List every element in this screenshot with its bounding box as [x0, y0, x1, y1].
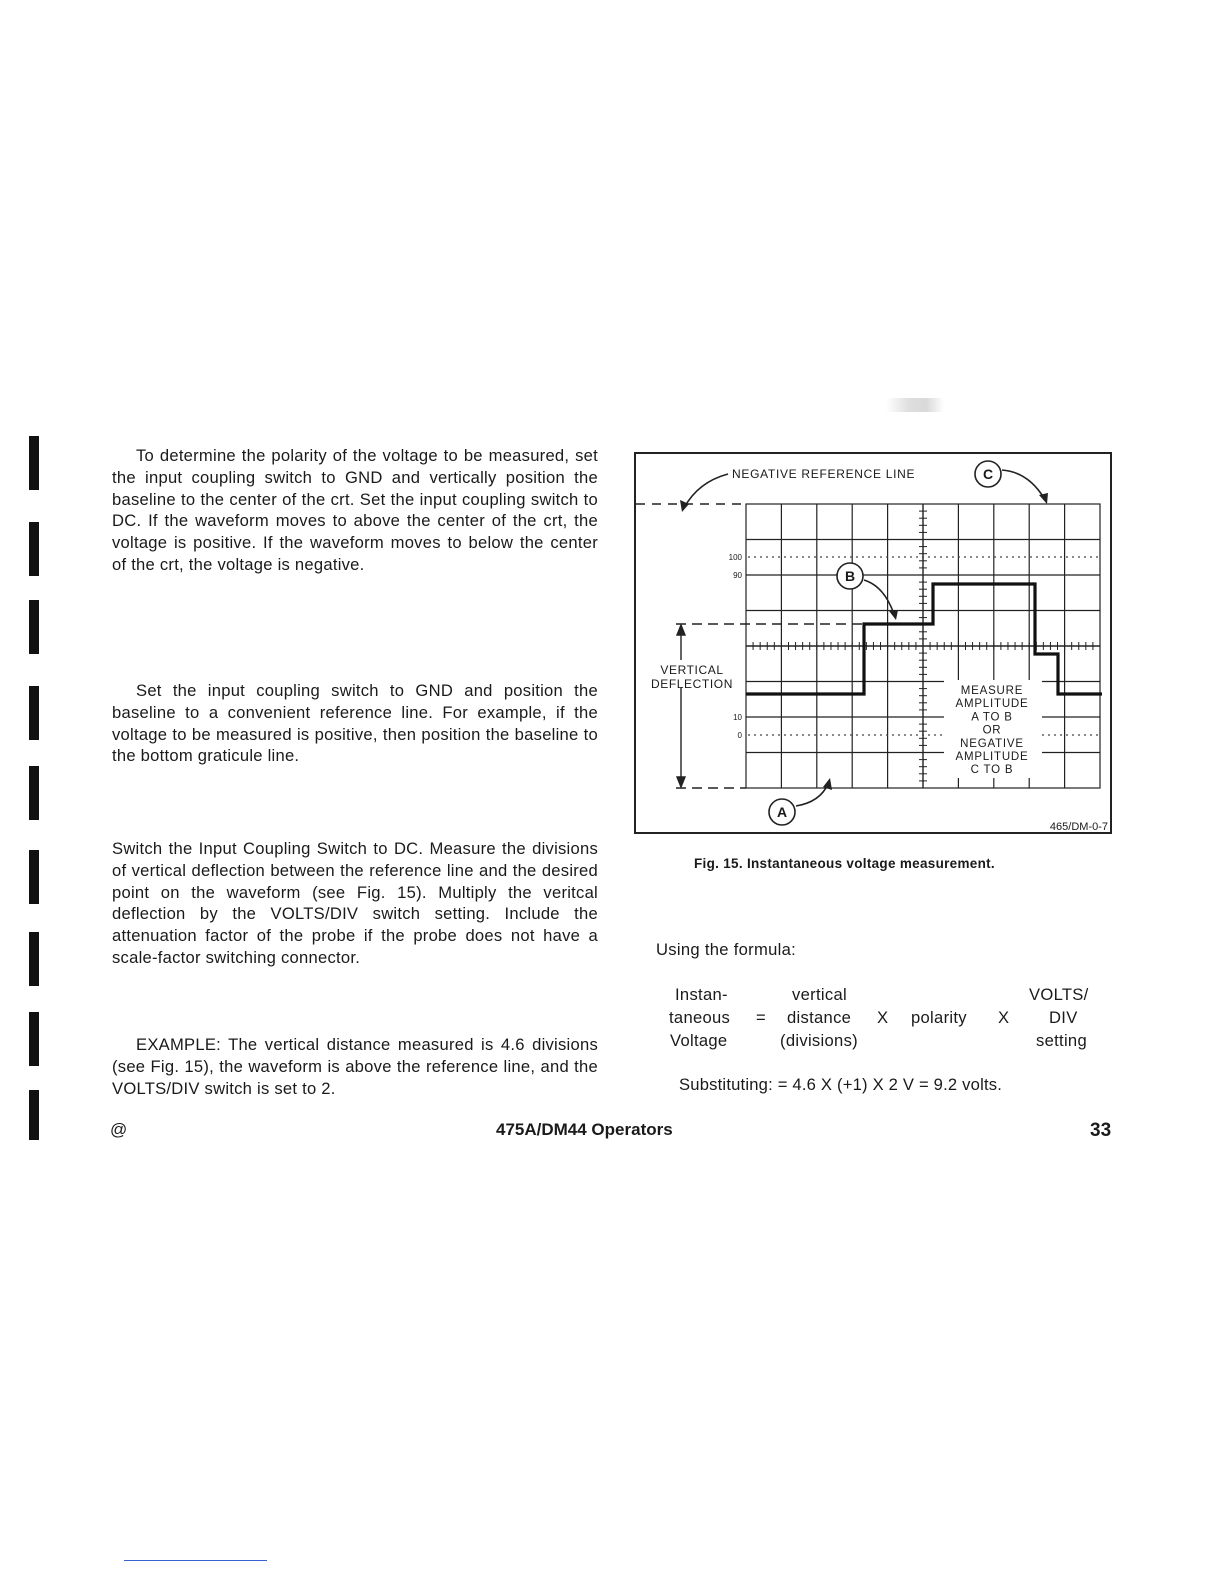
vertical-deflection-arrow	[677, 625, 685, 787]
formula-col1-row1: Instan-	[675, 985, 728, 1004]
measure-label-line: AMPLITUDE	[955, 698, 1029, 711]
binder-mark	[29, 850, 39, 904]
paragraph-example: EXAMPLE: The vertical distance measured is 4.6 divisions (see Fig. 15), the waveform is above the reference line, and the VOLTS/DIV switch is set to 2.	[112, 1035, 598, 1098]
measure-label-line: OR	[982, 724, 1002, 737]
marker-c-label: C	[982, 466, 994, 482]
binder-mark	[29, 600, 39, 654]
measure-label-line: AMPLITUDE	[955, 751, 1029, 763]
page-number: 33	[1090, 1120, 1112, 1141]
graticule-label-90: 90	[733, 571, 742, 580]
binder-mark	[29, 766, 39, 820]
measure-label-line: MEASURE	[960, 685, 1024, 697]
marker-a-label: A	[776, 804, 788, 820]
formula-col1-row3: Voltage	[670, 1031, 728, 1050]
graticule-label-0: 0	[737, 731, 742, 740]
formula-col4-row2: DIV	[1049, 1008, 1078, 1027]
formula-col4-row1: VOLTS/	[1029, 985, 1089, 1004]
paragraph-polarity: To determine the polarity of the voltage to be measured, set the input coupling switch to GND and vertically position the baseline to the center of the crt. Set the input coupling switch to DC. If the waveform moves to above the center of the crt, the voltage is positive. If the waveform moves to below the center of the crt, the voltage is negative.	[112, 446, 598, 574]
binder-mark	[29, 932, 39, 986]
measure-label-line: NEGATIVE	[960, 737, 1024, 750]
binder-mark	[29, 436, 39, 490]
paragraph-baseline: Set the input coupling switch to GND and position the baseline to a convenient reference line. For example, if the voltage to be measured is positive, then position the baseline to the bottom graticule line.	[112, 681, 598, 766]
footer-mark: @	[110, 1120, 128, 1139]
formula-times-2: X	[998, 1008, 1010, 1027]
substitution-line: Substituting: = 4.6 X (+1) X 2 V = 9.2 volts.	[679, 1075, 1003, 1094]
marker-c-arrow	[1002, 470, 1044, 498]
vertical-label-line1: VERTICAL	[660, 663, 724, 677]
footer-title: 475A/DM44 Operators	[496, 1120, 673, 1139]
formula-col2-row3: (divisions)	[780, 1031, 858, 1050]
scan-artifact	[886, 398, 944, 412]
figure-15	[634, 452, 1112, 834]
figure-caption: Fig. 15. Instantaneous voltage measurement.	[694, 856, 995, 871]
measure-label-line: A TO B	[971, 711, 1013, 724]
graticule-label-10: 10	[733, 713, 742, 722]
negative-reference-arrow	[684, 474, 728, 508]
binder-mark	[29, 686, 39, 740]
negative-reference-label: NEGATIVE REFERENCE LINE	[732, 467, 916, 481]
graticule-label-100: 100	[728, 553, 742, 562]
figure-id: 465/DM-0-7	[1049, 821, 1108, 833]
marker-b-arrow	[864, 580, 894, 614]
marker-b-label: B	[844, 568, 856, 584]
formula-col2-row2: distance	[787, 1008, 852, 1027]
scan-link-underline	[124, 1560, 267, 1561]
vertical-label-line2: DEFLECTION	[650, 677, 734, 691]
formula-col4-row3: setting	[1036, 1031, 1087, 1050]
binder-mark	[29, 1090, 39, 1140]
paragraph-measure: Switch the Input Coupling Switch to DC. Measure the divisions of vertical deflection between the reference line and the desired point on the waveform (see Fig. 15). Multiply the veritcal deflection by the VOLTS/DIV switch setting. Include the attenuation factor of the probe if the probe does not have a scale-factor switching connector.	[112, 839, 598, 967]
formula-polarity: polarity	[911, 1008, 967, 1027]
formula-times-1: X	[877, 1008, 889, 1027]
formula-intro: Using the formula:	[656, 940, 797, 959]
oscilloscope-diagram	[636, 454, 1114, 836]
formula-col2-row1: vertical	[792, 985, 847, 1004]
measure-label-line: C TO B	[970, 764, 1014, 777]
marker-a-arrow	[796, 784, 828, 806]
formula-col1-row2: taneous	[669, 1008, 731, 1027]
formula-equals: =	[756, 1008, 766, 1027]
binder-mark	[29, 522, 39, 576]
binder-mark	[29, 1012, 39, 1066]
